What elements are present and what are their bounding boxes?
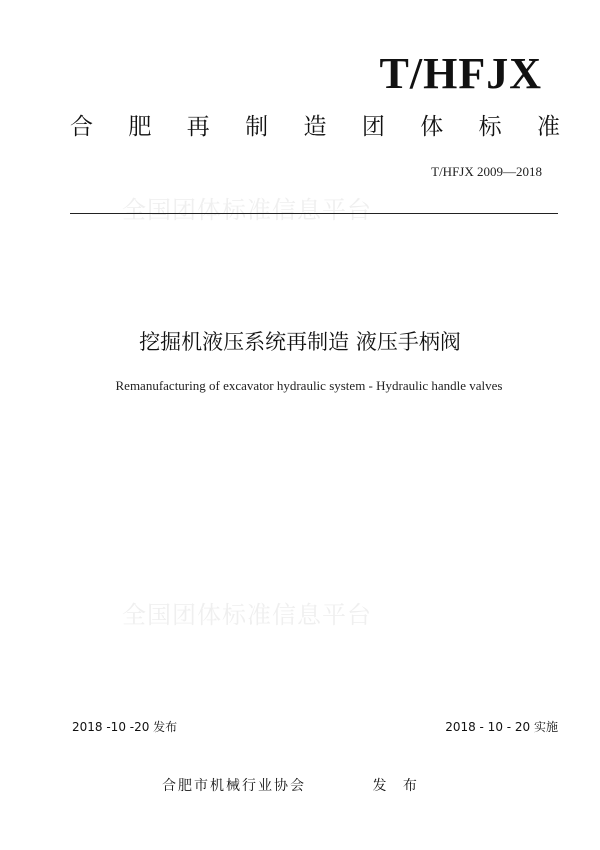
document-title-chinese: 挖掘机液压系统再制造 液压手柄阀 — [139, 330, 461, 354]
standard-number: T/HFJX 2009—2018 — [431, 164, 542, 179]
issue-date: 2018 -10 -20 发布 — [72, 720, 178, 734]
header-divider — [70, 213, 558, 214]
org-type-char: 准 — [537, 114, 560, 140]
watermark: 全国团体标准信息平台 — [122, 196, 372, 224]
org-type-char: 肥 — [128, 114, 152, 140]
org-type-char: 团 — [361, 114, 385, 140]
org-type-char: 合 — [70, 114, 93, 140]
document-title-english: Remanufacturing of excavator hydraulic system - Hydraulic handle valves — [115, 378, 503, 393]
standard-code: T/HFJX — [379, 49, 542, 98]
org-type-char: 制 — [245, 114, 269, 140]
org-type-char: 体 — [420, 114, 444, 140]
org-type-char: 造 — [303, 114, 327, 140]
standard-org-type — [70, 116, 560, 139]
org-type-char: 标 — [478, 114, 502, 140]
publish-label: 发 布 — [372, 778, 423, 794]
org-type-char: 再 — [186, 114, 210, 140]
watermark: 全国团体标准信息平台 — [122, 601, 372, 629]
publisher-name: 合肥市机械行业协会 — [162, 778, 306, 794]
publisher-line — [162, 775, 423, 795]
implementation-date: 2018 - 10 - 20 实施 — [445, 720, 558, 734]
